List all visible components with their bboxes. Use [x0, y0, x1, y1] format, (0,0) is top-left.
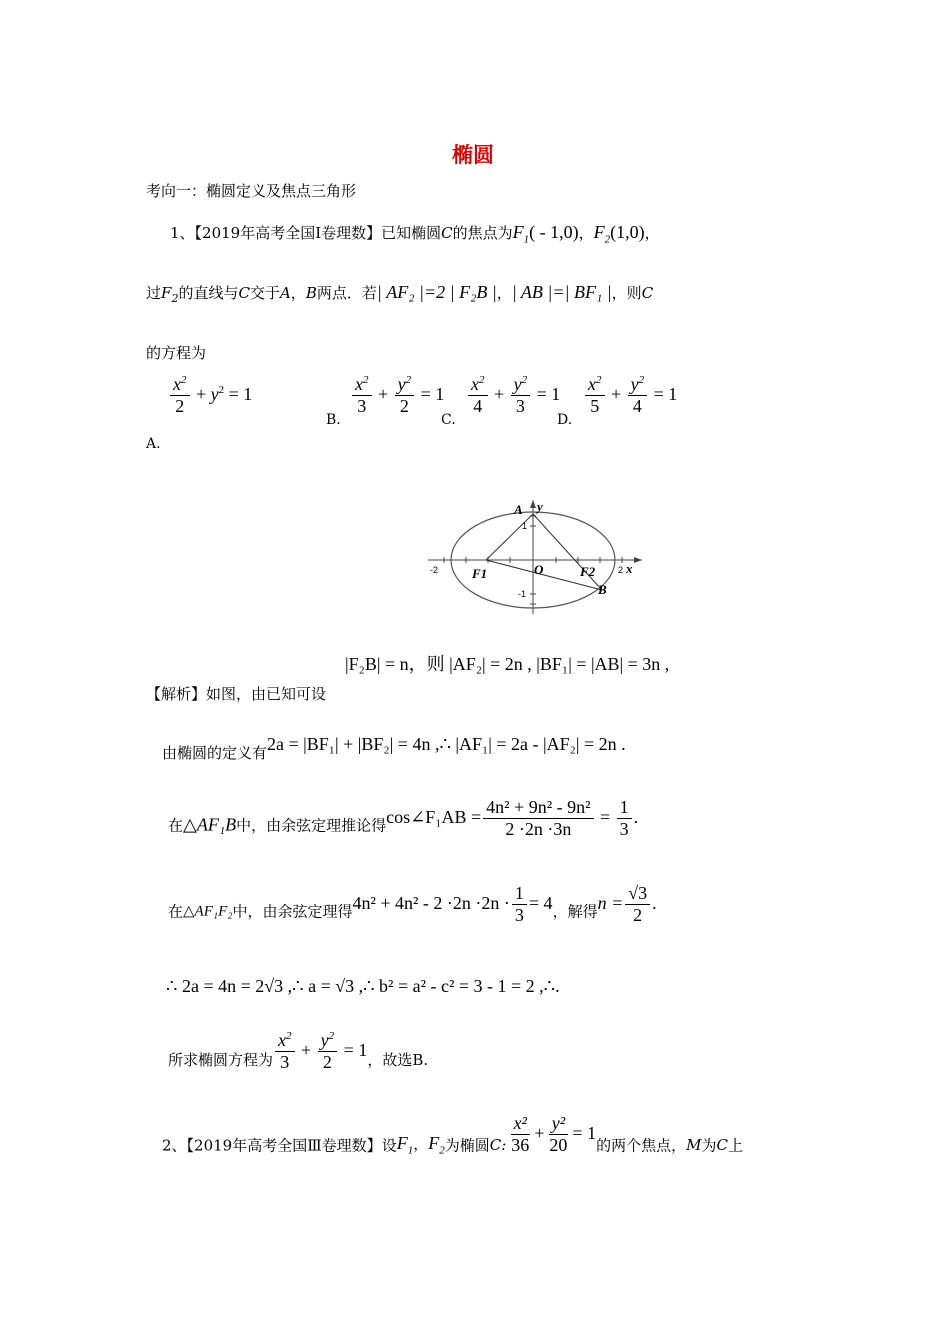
- option-b-label: B.: [326, 412, 341, 428]
- q2-text-d: 为: [701, 1136, 717, 1155]
- q1-tail: ，: [644, 224, 660, 242]
- cos-text-a: 在: [168, 816, 184, 835]
- q1-line2-c-var: C: [238, 284, 250, 302]
- triangle-af1b: △AF₁B: [183, 814, 237, 835]
- q1-text: 已知椭圆: [381, 224, 442, 242]
- triangle-af1f2: △AF₁F₂: [183, 903, 233, 920]
- q2-line: 2、【2019年高考全国Ⅲ卷理数】设$F_1$，$F_2$为椭圆C: $\frac{\text{x²}}{36}$ + $\frac{\text{y²}}{20}$ = 1的两个焦点，M为C上: [162, 1113, 743, 1157]
- q1-point-b: B: [305, 284, 317, 302]
- option-c-label: C.: [441, 412, 456, 428]
- q1-line2: 过$F_2$的直线与C交于A，B两点．若| AF₂ |=2 | F₂B |，| AB |=| BF₁ |，则C: [146, 282, 654, 305]
- q2-equation: $\frac{\text{x²}}{36}$ + $\frac{\text{y²}}{20}$ = 1: [511, 1113, 597, 1155]
- q1-f1: $F_1$: [512, 222, 530, 246]
- solve-text: ，解得: [552, 902, 598, 921]
- q1-line2-b: 的直线与: [178, 284, 239, 302]
- q1-f2-inline: $F_2$: [161, 284, 179, 305]
- def-text: 由椭圆的定义有: [162, 744, 268, 762]
- option-a-formula: $\frac{x^2}{2}$ + $y^2 = 1$: [168, 374, 252, 417]
- q1-line2-a: 过: [146, 284, 162, 302]
- fig-label-o: O: [534, 562, 544, 577]
- q1-text-b: 的焦点为: [452, 224, 513, 242]
- fig-label-a: A: [514, 502, 523, 517]
- q1-line1: [170, 222, 660, 246]
- option-a-label: A.: [146, 436, 161, 452]
- q2-f2: $F_2$: [428, 1133, 445, 1157]
- q1-condition-1: | AF₂ |=2 | F₂B |: [376, 282, 497, 302]
- q2-text-c: 的两个焦点，: [596, 1136, 687, 1155]
- fig-label-f1: F1: [472, 566, 488, 581]
- q1-line2-c: 交于: [249, 284, 280, 302]
- q1-f1-value: ( - 1,0): [529, 222, 579, 242]
- fig-label-y: y: [537, 499, 543, 514]
- final-choice: ，故选B.: [367, 1051, 429, 1070]
- fig-tick-neg2: -2: [430, 565, 439, 575]
- y-axis-arrow: [530, 500, 536, 508]
- final-equation: $\frac{x^2}{3}$ + $\frac{y^2}{2}$ = 1: [273, 1040, 367, 1060]
- q2-source: 【2019年高考全国Ⅲ卷理数】: [186, 1136, 382, 1155]
- cos-formula: cos∠F₁AB = $\frac{\text{4n² + 9n² - 9n²}}{2 \cdot 2n \cdot 3n}$ = $\frac{1}{3}$ .: [386, 797, 639, 839]
- q1-condition-2: | AB |=| BF₁ |: [511, 282, 612, 302]
- ellipse-figure: [420, 496, 650, 616]
- fig-tick-2: 2: [618, 565, 624, 575]
- solution-final-line: [168, 1030, 429, 1081]
- q2-m: M: [686, 1136, 702, 1155]
- option-d-formula: $\frac{x^2}{5}$ + $\frac{y^2}{4}$ = 1: [583, 374, 677, 417]
- fig-label-f2: F2: [580, 564, 596, 579]
- fig-label-b: B: [598, 582, 607, 597]
- q2-f1: $F_1$: [396, 1133, 414, 1157]
- solution-law-line: [168, 883, 657, 932]
- q2-c: C:: [489, 1136, 507, 1155]
- q1-number: 1、: [170, 224, 195, 242]
- law-text-a: 在: [168, 902, 184, 921]
- section-heading: 考向一：椭圆定义及焦点三角形: [146, 182, 357, 200]
- fig-tick-neg1: -1: [518, 589, 527, 599]
- q1-line2-d: 两点．若: [316, 284, 377, 302]
- fig-label-x: x: [626, 561, 633, 576]
- q1-point-a: A: [279, 284, 291, 302]
- solution-header: 【解析】如图，由已知可设: [146, 685, 327, 703]
- q2-c-var: C: [716, 1136, 728, 1155]
- law-formula: 4n² + 4n² - 2 ·2n ·2n · $\frac{1}{3}$ = 4: [352, 883, 553, 925]
- fig-tick-1: 1: [522, 521, 528, 531]
- solution-def-line: [162, 734, 626, 763]
- solution-therefore-line: ∴ 2a = 4n = 2√3 ,∴ a = √3 ,∴ b² = a² - c² = 3 - 1 = 2 ,∴.: [166, 976, 560, 996]
- q1-c: C: [441, 224, 453, 242]
- def-equation: 2a = |BF₁| + |BF₂| = 4n ,∴ |AF₁| = 2a - |AF₂| = 2n .: [267, 734, 626, 754]
- q1-comma: ，: [578, 224, 594, 242]
- q1-line2-e: ，则: [611, 284, 642, 302]
- n-solution: n = $\frac{√3}{2}$ .: [597, 883, 657, 925]
- solution-cos-line: [168, 797, 639, 846]
- x-axis-arrow: [634, 557, 642, 563]
- option-b-formula: $\frac{x^2}{3}$ + $\frac{y^2}{2}$ = 1: [350, 374, 444, 417]
- q2-text-e: 上: [727, 1136, 743, 1155]
- law-text-b: 中，由余弦定理得: [232, 902, 353, 921]
- q1-line2-c-var2: C: [641, 284, 654, 302]
- q1-line3: 的方程为: [146, 344, 207, 362]
- q2-number: 2、: [162, 1136, 187, 1155]
- q1-f2-value: (1,0): [610, 222, 645, 242]
- page-title: 椭圆: [452, 143, 494, 167]
- final-text: 所求椭圆方程为: [168, 1051, 274, 1070]
- option-c-formula: $\frac{x^2}{4}$ + $\frac{y^2}{3}$ = 1: [466, 374, 560, 417]
- cos-text-b: 中，由余弦定理推论得: [236, 816, 387, 835]
- q2-text-a: 设: [381, 1136, 397, 1155]
- q1-f2: $F_2$: [593, 222, 611, 246]
- option-d-label: D.: [557, 412, 573, 428]
- q2-text-b: 为椭圆: [444, 1136, 490, 1155]
- solution-eq1: |F₂B| = n，则 |AF₂| = 2n , |BF₁| = |AB| = 3n ,: [345, 654, 670, 674]
- q1-source: 【2019年高考全国Ⅰ卷理数】: [194, 224, 382, 242]
